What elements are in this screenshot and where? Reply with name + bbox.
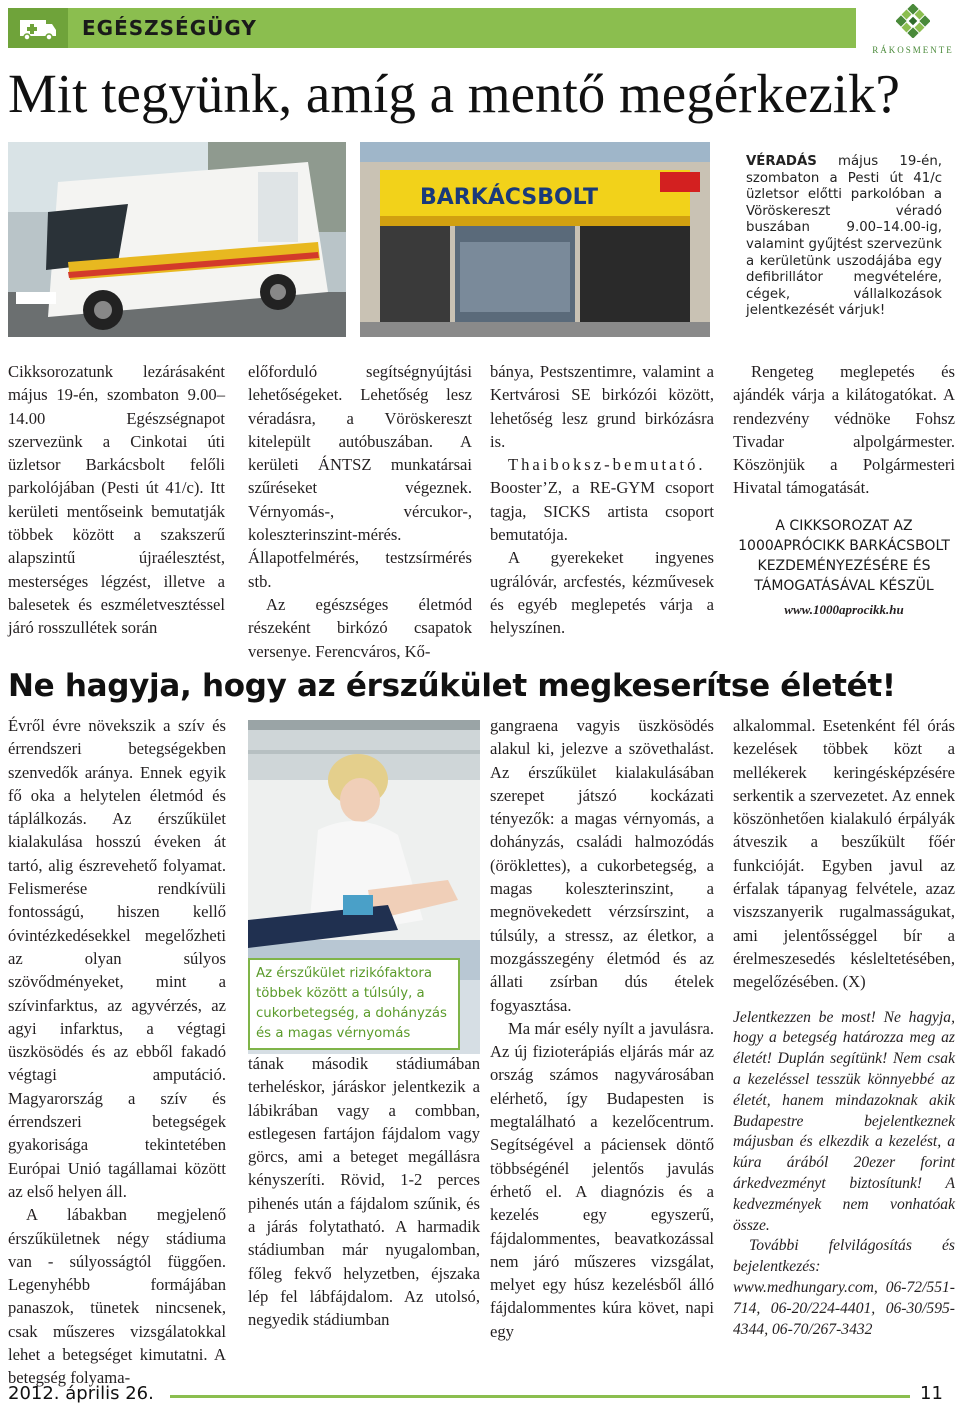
clover-icon <box>896 4 930 38</box>
contact-text: További felvilágosítás és bejelentkezés: www.medhungary.com, 06-72/551-714, 06-20/224-4401, 06-30/595-4344, 06-70/267-3432 <box>733 1237 955 1338</box>
logo-text: RÁKOSMENTE <box>872 45 954 55</box>
registration-notice <box>733 1008 955 1341</box>
sponsor-note: A CIKKSOROZAT AZ 1000APRÓCIKK BARKÁCSBOLT KEZDEMÉNYEZÉSÉRE ÉS TÁMOGATÁSÁVAL KÉSZÜL <box>738 517 950 594</box>
article1-col1-text: Cikksorozatunk lezárásaként május 19-én, szombaton 9.00–14.00 Egészségnapot szervezünk a Cinkotai úti üzletsor Barkácsbolt felőli parkolójában (Pesti út 41/c). Itt kerületi mentőseink bemutatják többek között a szakszerű alapszintű újraélesztést, mesterséges légzést, illetve a balesetek és eszméletvesztéssel járó rosszullétek során <box>8 362 225 638</box>
notice-text: Jelentkezzen be most! Ne hagyja, hogy a betegség határozza meg az életét! Duplán segítünk! Nem csak a kezeléssel tesszük könnyebbé az életét, hanem mindazoknak akik Budapestre bejelentkeznek májusban és elkezdik a kezelést, a kúra árából 20ezer forint árkedvezményt biztosítunk! A kedvezmények nem vonhatóak össze. <box>733 1008 955 1234</box>
footer-divider <box>170 1395 910 1398</box>
article1-col3a-text: bánya, Pestszentimre, valamint a Kertvárosi SE birkózói között, lehetőség lesz grund birkózásra is. <box>490 362 714 451</box>
article1-col1 <box>8 360 225 640</box>
article2-col3a-text: gangraena vagyis üszkösödés alakul ki, jelezve a szövethalást. Az érszűkület kialakulásában szerepet játszó kockázati tényezők: a magas vérnyomás, a dohányzás, családi halmozódás (öröklettes), a cukorbetegség, a magas koleszterinszint, a megnövekedett vérzsírszint, a túlsúly, a stressz, az életkor, a mozgásszegény életmód és az állati zsírban dús ételek fogyasztása. <box>490 716 714 1015</box>
ambulance-icon <box>8 8 68 48</box>
page-footer <box>0 1383 960 1407</box>
article2-col3 <box>490 714 714 1343</box>
rakosmente-logo <box>868 4 958 55</box>
article2-col2 <box>248 1052 480 1332</box>
article2-col2-text: tának második stádiumában terheléskor, járáskor jelentkezik a lábikrában vagy a combban, estlegesen fartájon fájdalom vagy görcs, ami a beteget megállásra kényszeríti. Rövid, 1-2 perces pihenés után a fájdalom szűnik, és a járás folytatható. A harmadik stádiumban már nyugalomban, főleg fekvő helyzetben, éjszaka lép fel lábfájdalom. Az utolsó, negyedik stádiumban <box>248 1054 480 1330</box>
article1-col2 <box>248 360 472 663</box>
sponsor-url[interactable]: www.1000aprocikk.hu <box>784 601 904 617</box>
shop-sign: BARKÁCSBOLT <box>420 185 599 210</box>
article1-col2a-text: előforduló segítségnyújtási lehetőségeket. Lehetőség lesz véradásra, a Vöröskereszt kitelepült autóbuszában. A kerületi ÁNTSZ munkatársai szűréseket végeznek. Vérnyomás-, vércukor-, koleszterinszint-mérés. Állapotfelmérés, testzsírmérés stb. <box>248 362 472 591</box>
article1-col4 <box>733 360 955 621</box>
veradas-text: május 19-én, szombaton a Pesti út 41/c üzletsor előtti parkolóban a Vöröskereszt véradó buszában 9.00–14.00-ig, valamint gyűjtést szervezünk a kerületünk uszodájába egy defibrillátor megvételére, cégek, vállalkozások jelentkezését várjuk! <box>746 154 942 319</box>
article2-col4a-text: alkalommal. Esetenként fél órás kezelések többek közt a mellékerek keringésképzésére serkentik a szervezetet. Az ennek köszönhetően kialakuló érpályák átveszik a beszűkült főér funkcióját. Egyben javul az érfalak tápanyag felvétele, azaz viszszanyerik rugalmasságukat, ami jelentősséggel bír a érelmeszesedés késleltetésében, megelőzésében. (X) <box>733 716 955 992</box>
article2-col3b-text: Ma már esély nyílt a javulásra. Az új fizioterápiás eljárás már az ország számos nagyvárosában elérhető, így Budapesten is megtalálható a kezelőcentrum. Segítségével a páciensek döntő többségénél jelentős javulás érhető el. A diagnózis és a kezelés egy egyszerű, fájdalommentes, beavatkozással nem járó műszeres vizsgálat, melyet egy húsz kezelésből álló fájdalommentes kúra követ, napi egy <box>490 1018 714 1341</box>
ambulance-photo <box>8 142 346 337</box>
article2-col1 <box>8 714 226 1390</box>
photo-caption: Az érszűkület rizikófaktora többek között a túlsúly, a cukorbetegség, a dohányzás és a magas vérnyomás <box>248 958 460 1050</box>
article1-col3c-text: Booster’Z, a RE-GYM csoport tagja, SICKS artista csoport bemutatója. <box>490 478 714 545</box>
section-label: EGÉSZSÉGÜGY <box>82 16 257 40</box>
article1-col3d-text: A gyerekeket ingyenes ugrálóvár, arcfestés, kézművesek és egyéb meglepetés várja a helyszínen. <box>490 548 714 638</box>
issue-date: 2012. április 26. <box>8 1383 154 1404</box>
article2-col4 <box>733 714 955 1340</box>
article1-col3b-text: Thaiboksz-bemutató. <box>508 455 706 475</box>
shop-photo <box>360 142 710 337</box>
article1-col4-text: Rengeteg meglepetés és ajándék várja a kilátogatókat. A rendezvény védnöke Fohsz Tivadar alpolgármester. Köszönjük a Polgármesteri Hivatal támogatását. <box>733 362 955 498</box>
veradas-lead: VÉRADÁS <box>746 154 817 169</box>
article2-title: Ne hagyja, hogy az érszűkület megkeserítse életét! <box>8 668 896 704</box>
article1-col3 <box>490 360 714 640</box>
article1-col2b-text: Az egészséges életmód részeként birkózó csapatok versenye. Ferencváros, Kő- <box>248 594 472 661</box>
page-title: Mit tegyünk, amíg a mentő megérkezik? <box>8 63 900 124</box>
page-number: 11 <box>920 1383 943 1404</box>
section-header <box>8 8 856 48</box>
article2-col1a-text: Évről évre növekszik a szív és érrendszeri betegségekben szenvedők aránya. Ennek egyik fő oka a helytelen életmód és táplálkozás. Az érszűkület kialakulása hosszú éveken át tartó, alig észrevehető folyamat. Felismerése rendkívüli fontosságú, hiszen kellő óvintézkedésekkel megelőzheti az olyan súlyos szövődményeket, mint a szívinfarktus, az agyvérzés, az agyi infarktus, a végtagi üszkösödés és az ebből fakadó végtagi amputáció. Magyarország a szív és érrendszeri betegségek gyakorisága tekintetében Európai Unió tagállamai között az első helyen áll. <box>8 716 226 1201</box>
veradas-notice <box>746 154 942 320</box>
article2-col1b-text: A lábakban megjelenő érszűkületnek négy stádiuma van - súlyosságtól függően. Legenyhébb formájában panaszok, tünetek nincsenek, csak műszeres vizsgálatokkal lehet a betegséget kimutatni. A betegség folyama- <box>8 1205 226 1388</box>
